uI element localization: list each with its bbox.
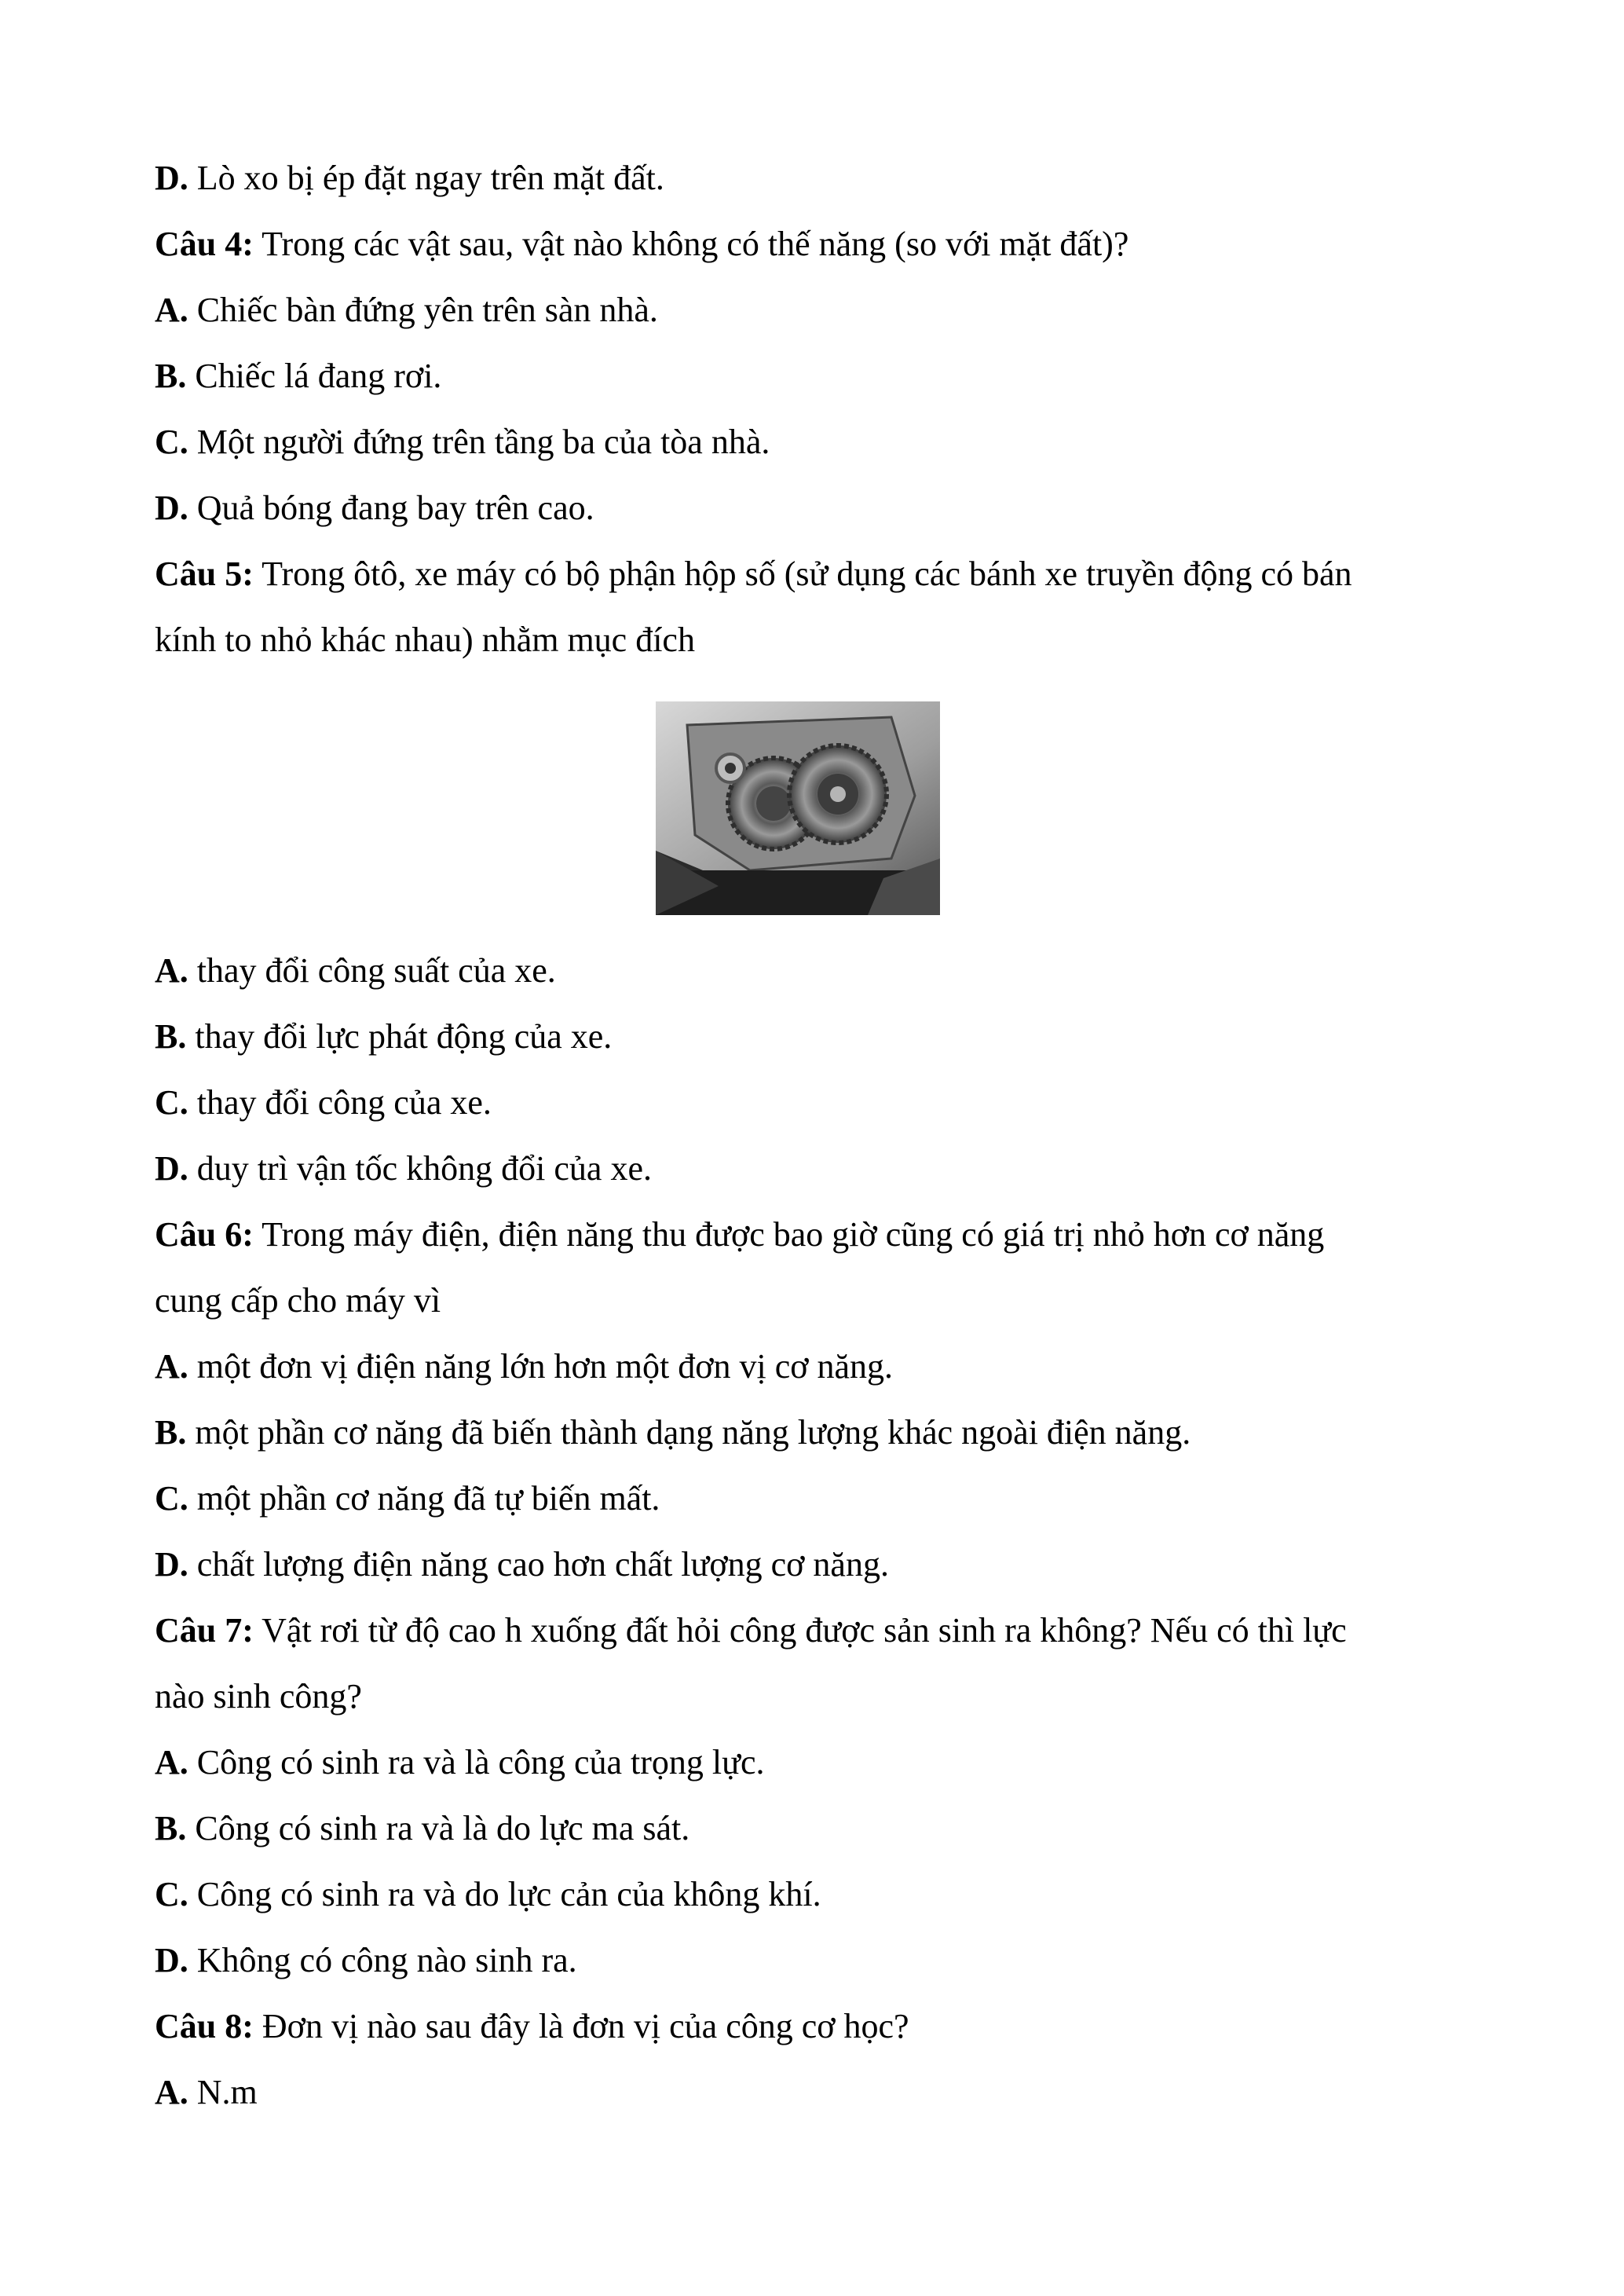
option-label: B. [155,1809,187,1847]
q4-option-c [155,420,770,464]
q6-option-b [155,1411,1191,1455]
option-text: thay đổi công suất của xe. [188,951,556,990]
option-text: Công có sinh ra và là do lực ma sát. [186,1809,690,1847]
q5-option-d [155,1147,652,1191]
option-label: B. [155,1413,187,1452]
q6-option-a [155,1345,893,1389]
option-label: C. [155,1479,188,1518]
option-label: A. [155,291,188,329]
option-label: A. [155,951,188,990]
question-label: Câu 7: [155,1611,254,1650]
question-text: nào sinh công? [155,1677,362,1716]
option-text: một đơn vị điện năng lớn hơn một đơn vị cơ năng. [188,1347,894,1386]
q5-question [155,552,1352,596]
option-label: C. [155,423,188,461]
q7-option-c [155,1873,821,1917]
question-text: Trong các vật sau, vật nào không có thế năng (so với mặt đất)? [253,225,1129,263]
option-label: C. [155,1875,188,1913]
q7-question-cont [155,1675,362,1719]
q6-question [155,1213,1324,1257]
question-text: Đơn vị nào sau đây là đơn vị của công cơ học? [253,2007,909,2045]
q8-option-a [155,2071,258,2115]
q4-option-d [155,486,594,530]
option-label: C. [155,1083,188,1122]
question-label: Câu 4: [155,225,254,263]
option-text: thay đổi lực phát động của xe. [186,1017,613,1056]
q6-question-cont [155,1279,441,1323]
question-text: Trong máy điện, điện năng thu được bao giờ cũng có giá trị nhỏ hơn cơ năng [253,1215,1325,1254]
option-text: Công có sinh ra và do lực cản của không khí. [188,1875,821,1913]
option-text: Lò xo bị ép đặt ngay trên mặt đất. [188,159,664,197]
question-text: Trong ôtô, xe máy có bộ phận hộp số (sử dụng các bánh xe truyền động có bán [253,555,1352,593]
option-text: N.m [188,2073,258,2111]
option-label: D. [155,1545,188,1584]
q4-option-b [155,354,441,398]
gearbox-image [656,701,940,915]
option-label: A. [155,1347,188,1386]
option-text: Không có công nào sinh ra. [188,1941,577,1979]
question-text: kính to nhỏ khác nhau) nhằm mục đích [155,621,695,659]
q5-option-b [155,1015,612,1059]
q4-question [155,222,1128,266]
option-label: B. [155,357,187,395]
question-label: Câu 5: [155,555,254,593]
q8-question [155,2005,909,2049]
question-text: cung cấp cho máy vì [155,1281,441,1320]
q4-option-a [155,288,658,332]
option-text: một phần cơ năng đã tự biến mất. [188,1479,660,1518]
option-label: A. [155,2073,188,2111]
option-text: thay đổi công của xe. [188,1083,492,1122]
question-label: Câu 8: [155,2007,254,2045]
option-text: Chiếc bàn đứng yên trên sàn nhà. [188,291,658,329]
option-label: A. [155,1743,188,1782]
option-text: Một người đứng trên tầng ba của tòa nhà. [188,423,770,461]
option-label: B. [155,1017,187,1056]
option-text: chất lượng điện năng cao hơn chất lượng cơ năng. [188,1545,889,1584]
q5-question-cont [155,618,695,662]
gearbox-photo [656,701,940,915]
question-text: Vật rơi từ độ cao h xuống đất hỏi công được sản sinh ra không? Nếu có thì lực [253,1611,1347,1650]
q6-option-c [155,1477,660,1521]
option-label: D. [155,159,188,197]
option-text: Quả bóng đang bay trên cao. [188,489,594,527]
option-label: D. [155,1941,188,1979]
q7-option-d [155,1939,577,1983]
q6-option-d [155,1543,889,1587]
q5-option-c [155,1081,492,1125]
question-label: Câu 6: [155,1215,254,1254]
q3-option-d [155,156,664,200]
option-text: Chiếc lá đang rơi. [186,357,442,395]
q7-option-b [155,1807,689,1851]
option-label: D. [155,1149,188,1188]
option-label: D. [155,489,188,527]
option-text: một phần cơ năng đã biến thành dạng năng lượng khác ngoài điện năng. [186,1413,1191,1452]
q5-option-a [155,949,556,993]
q7-question [155,1609,1347,1653]
option-text: duy trì vận tốc không đổi của xe. [188,1149,652,1188]
q7-option-a [155,1741,765,1785]
option-text: Công có sinh ra và là công của trọng lực. [188,1743,765,1782]
